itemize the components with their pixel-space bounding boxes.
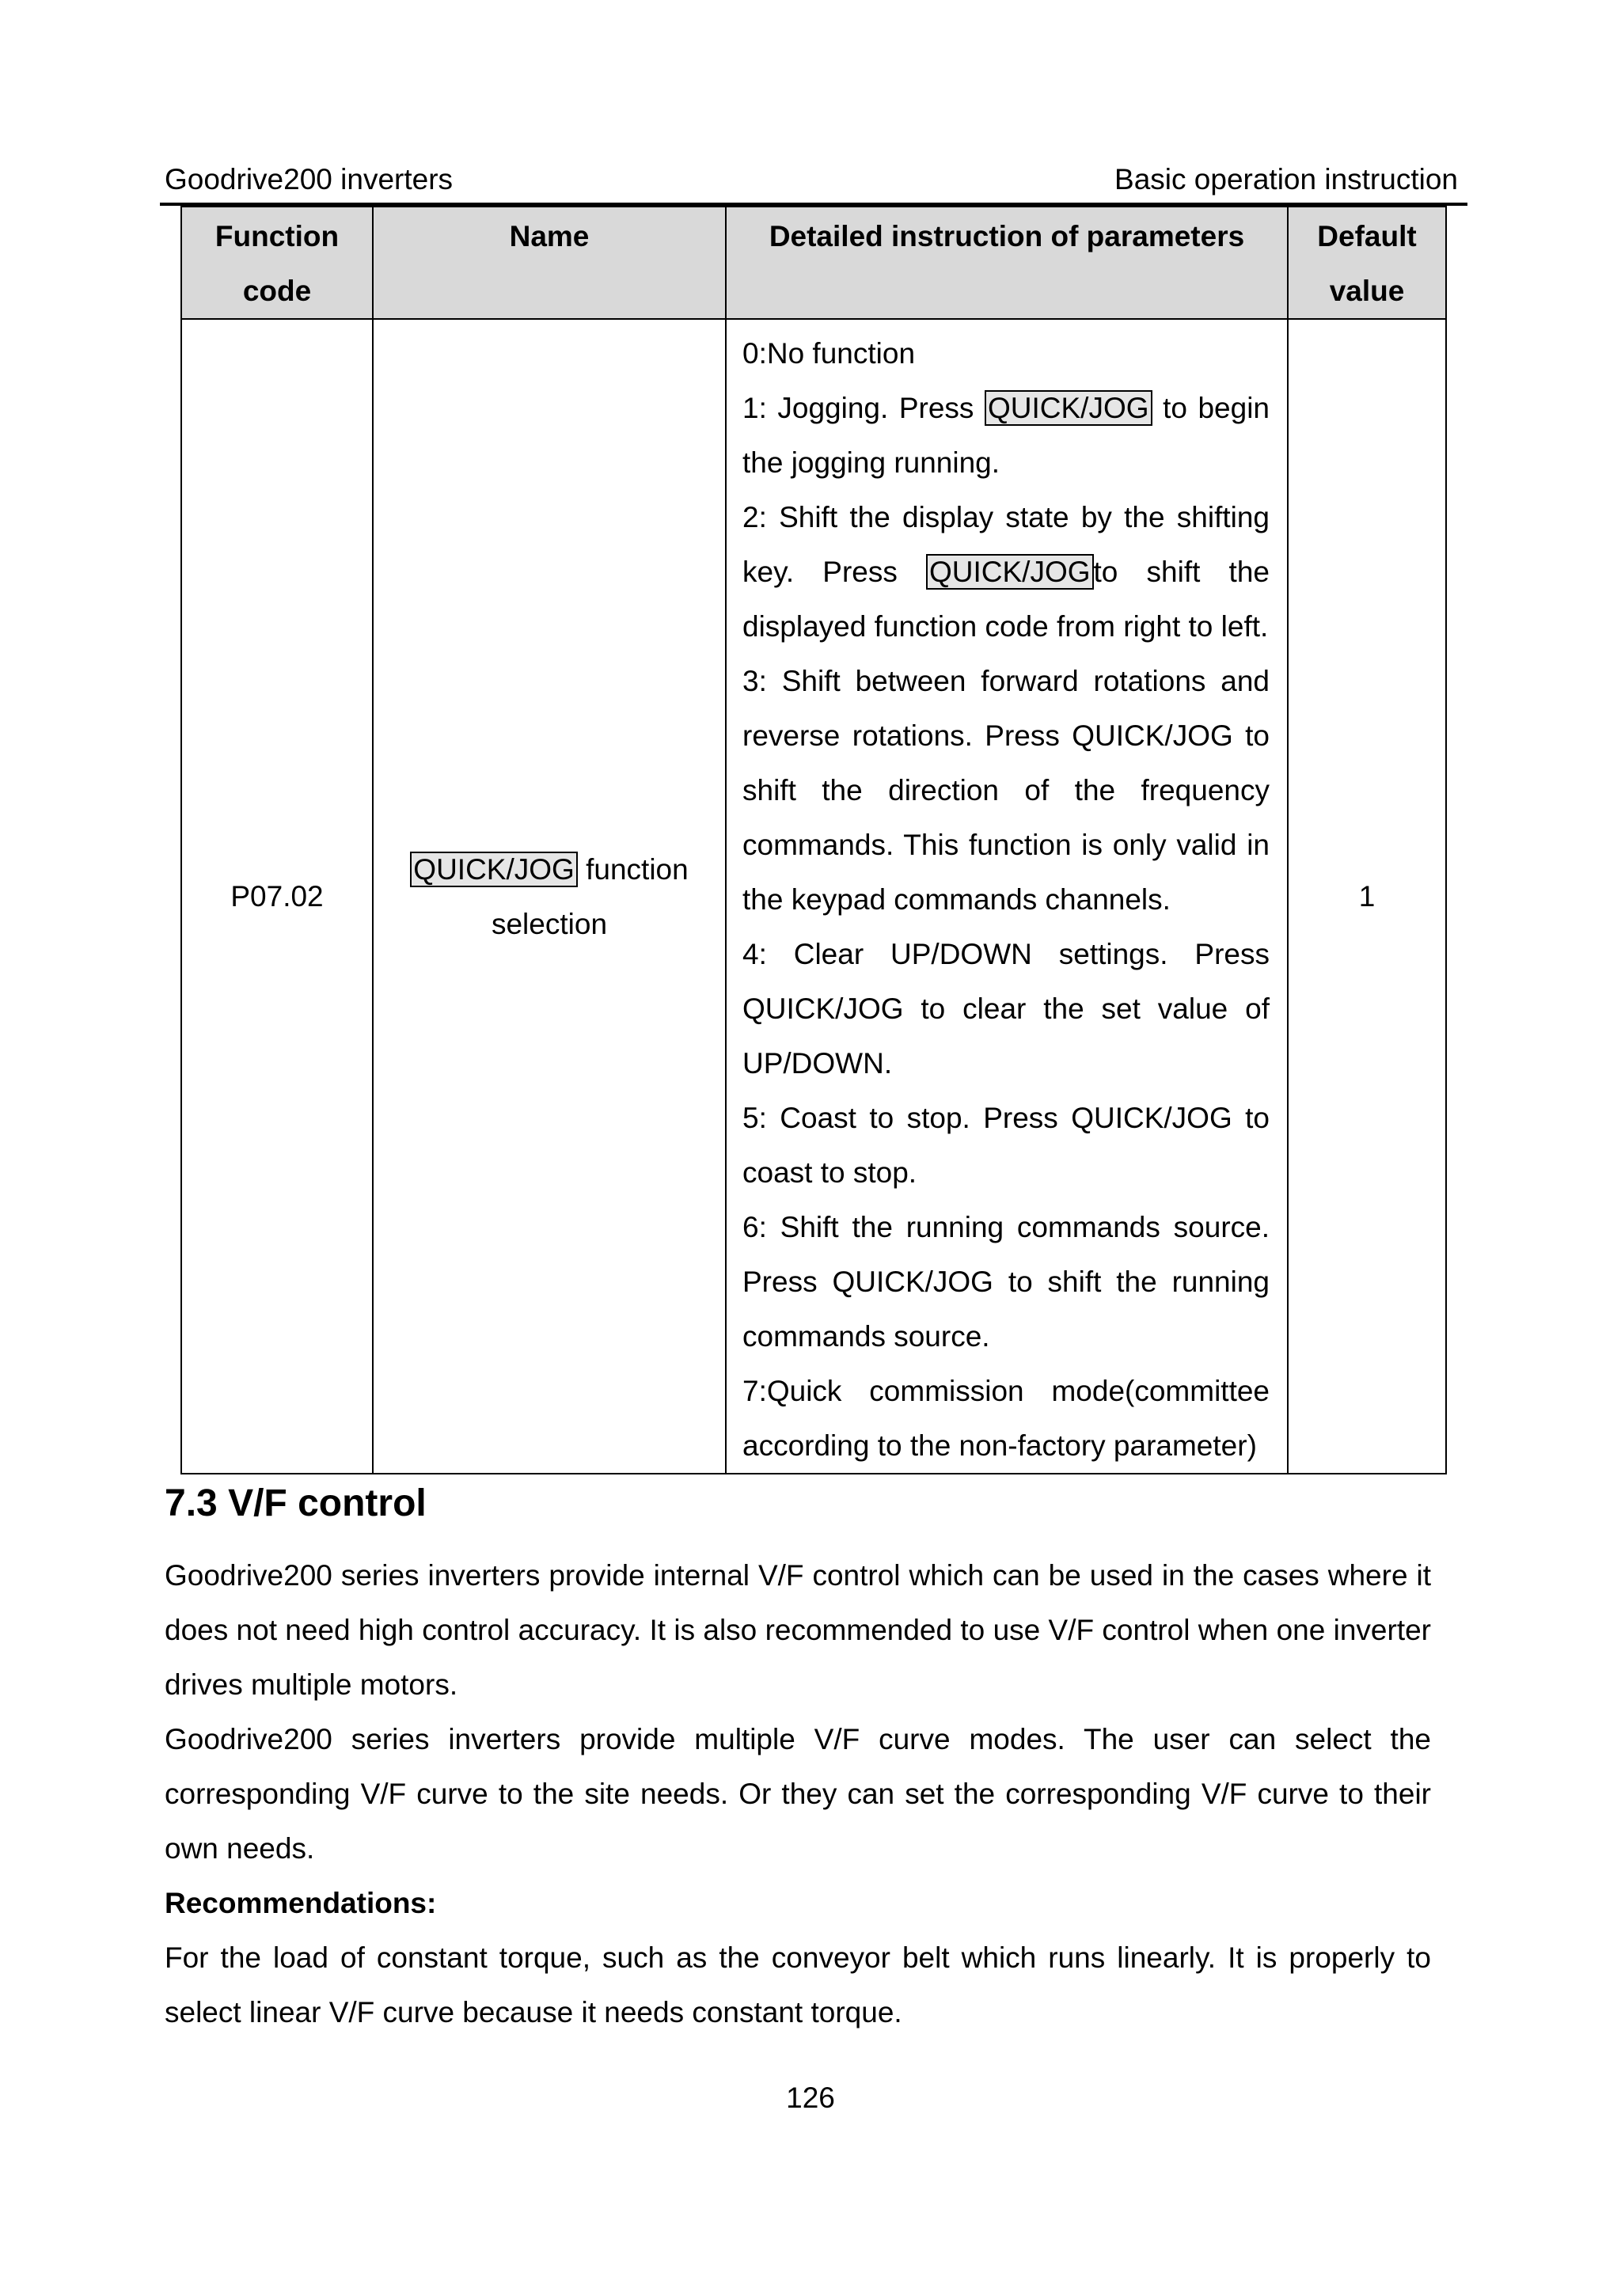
page-number: 126 [786,2082,835,2114]
cell-function-code: P07.02 [181,319,373,1474]
section-body [165,1548,1431,2040]
cell-detail [726,319,1288,1474]
parameter-table [180,206,1447,1474]
option-2 [742,490,1270,654]
recommendations-label: Recommendations: [165,1887,437,1919]
header-left: Goodrive200 inverters [165,163,454,195]
cell-name [373,319,726,1474]
paragraph: Goodrive200 series inverters provide multiple V/F curve modes. The user can select the corresponding V/F curve to the site needs. Or they can set the corresponding V/F curve to their own needs. [165,1723,1431,1865]
option-2-post: to shift the displayed function code from right to left. [742,556,1270,643]
header-right: Basic operation instruction [1114,163,1458,195]
paragraph: Goodrive200 series inverters provide internal V/F control which can be used in the cases where it does not need high control accuracy. It is also recommended to use V/F control when one inverter drives multiple motors. [165,1559,1431,1701]
option-7: 7:Quick commission mode(committee according to the non-factory parameter) [742,1375,1270,1462]
quick-jog-key-label: QUICK/JOG [410,852,578,887]
table-row [181,319,1446,1474]
col-header-function-code: Function code [181,207,373,319]
quick-jog-key-label: QUICK/JOG [926,554,1094,590]
option-2-pre: 2: Shift the display state by the shifting key. Press [742,501,1270,588]
section-title: 7.3 V/F control [165,1482,427,1524]
option-0: 0:No function [742,337,916,370]
option-1-pre: 1: Jogging. Press [742,392,985,424]
col-header-name: Name [373,207,726,319]
option-4: 4: Clear UP/DOWN settings. Press QUICK/JOG to clear the set value of UP/DOWN. [742,938,1270,1080]
quick-jog-key-label: QUICK/JOG [985,390,1152,426]
option-5: 5: Coast to stop. Press QUICK/JOG to coast to stop. [742,1102,1270,1189]
option-1-post: to begin the jogging running. [742,392,1270,479]
cell-name-text: function selection [491,852,689,940]
cell-default-value: 1 [1288,319,1446,1474]
col-header-default: Default value [1288,207,1446,319]
option-3: 3: Shift between forward rotations and reverse rotations. Press QUICK/JOG to shift the direction of the frequency commands. This function is only valid in the keypad commands channels. [742,665,1270,916]
table-header-row [181,207,1446,319]
option-1 [742,381,1270,490]
recommendations-text: For the load of constant torque, such as the conveyor belt which runs linearly. It is properly to select linear V/F curve because it needs constant torque. [165,1941,1431,2028]
col-header-detail: Detailed instruction of parameters [726,207,1288,319]
option-6: 6: Shift the running commands source. Press QUICK/JOG to shift the running commands source. [742,1211,1270,1353]
